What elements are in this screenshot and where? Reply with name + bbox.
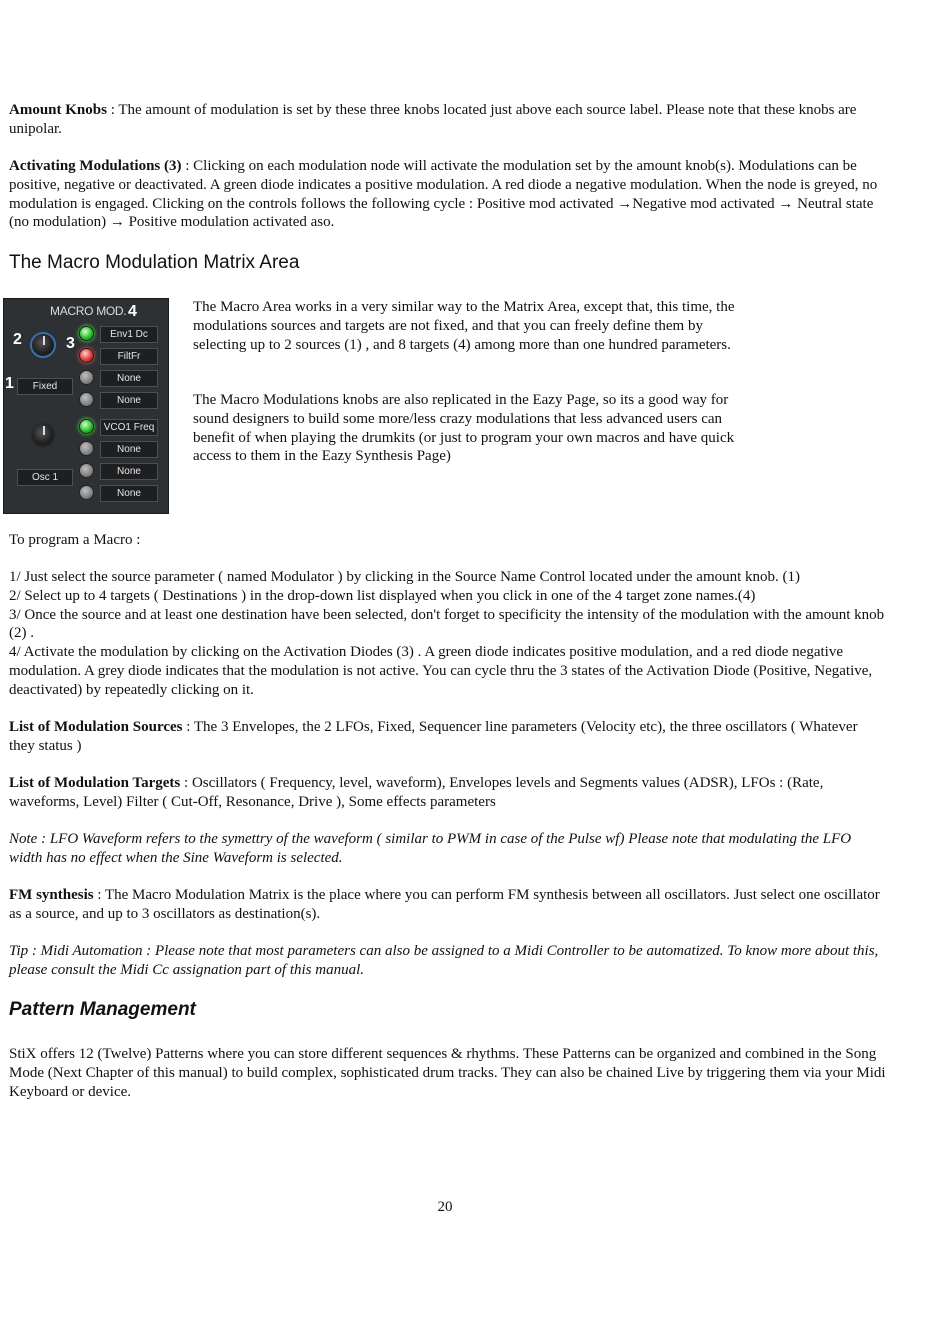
callout-2: 2 (13, 331, 22, 348)
page-number: 20 (437, 1199, 453, 1215)
fm-synthesis-text: : The Macro Modulation Matrix is the place where you can perform FM synthesis between all oscillators. Just select one oscillator as a source, and up to 3 oscillators as destination(s). (9, 887, 880, 922)
step-item: 3/ Once the source and at least one destination have been selected, don't forget to specificity the intensity of the modulation with the amount knob (2) . (9, 606, 885, 642)
lfo-note: Note : LFO Waveform refers to the symettry of the waveform ( similar to PWM in case of the Pulse wf) Please note that modulating the LFO width has no effect when the Sine Waveform is selected. (9, 831, 852, 866)
callout-3: 3 (66, 335, 75, 352)
program-steps (9, 568, 887, 700)
activating-modulations-text: : Clicking on each modulation node will activate the modulation set by the amount knob(s). Modulations can be positive, negative or deactivated. A green diode indicates a positive modulation. A red diode a negative modulation. When the node is greyed, no modulation is engaged. Clicking on the controls follows the following cycle : Positive mod activated →Negative mod activated → Neutral state (no modulation) → Positive modulation activated aso. (9, 158, 878, 231)
target-box: VCO1 Freq (100, 419, 158, 436)
target-box: None (100, 485, 158, 502)
target-box: None (100, 370, 158, 387)
activation-diode (79, 419, 94, 434)
activation-diode (79, 348, 94, 363)
target-box: None (100, 392, 158, 409)
source-box-1: Fixed (17, 378, 73, 395)
modulation-targets-text: : Oscillators ( Frequency, level, waveform), Envelopes levels and Segments values (ADSR), LFOs : (Rate, waveforms, Level) Filter ( Cut-Off, Resonance, Drive ), Some effects parameters (9, 775, 824, 810)
to-program-heading: To program a Macro : (9, 532, 141, 548)
pattern-paragraph: StiX offers 12 (Twelve) Patterns where you can store different sequences & rhythms. These Patterns can be organized and combined in the Song Mode (Next Chapter of this manual) to build complex, sophisticated drum tracks. They can also be chained Live by triggering them via your Midi Keyboard or device. (9, 1046, 886, 1100)
fm-synthesis-term: FM synthesis (9, 887, 94, 903)
activation-diode (79, 392, 94, 407)
step-item: 2/ Select up to 4 targets ( Destinations ) in the drop-down list displayed when you click in one of the 4 target zone names.(4) (9, 587, 756, 604)
activating-modulations-term: Activating Modulations (3) (9, 158, 182, 174)
target-box: None (100, 463, 158, 480)
amount-knobs-term: Amount Knobs (9, 102, 107, 118)
amount-knobs-paragraph (9, 101, 887, 139)
macro-panel-title: MACRO MOD. (50, 304, 127, 318)
pattern-section-heading: Pattern Management (9, 999, 196, 1020)
macro-section-heading: The Macro Modulation Matrix Area (9, 252, 300, 273)
modulation-targets-paragraph (9, 774, 887, 812)
activation-diode (79, 326, 94, 341)
fm-synthesis-paragraph (9, 886, 887, 924)
activation-diode (79, 441, 94, 456)
macro-mod-panel-image (3, 298, 169, 514)
macro-description-2: The Macro Modulations knobs are also replicated in the Eazy Page, so its a good way for sound designers to build some more/less crazy modulations that less advanced users can benefit of when playing the drumkits (or just to program your own macros and have quick access to them in the Eazy Synthesis Page) (193, 392, 735, 465)
modulation-sources-paragraph (9, 718, 887, 756)
activation-diode (79, 463, 94, 478)
activation-diode (79, 370, 94, 385)
activation-diode (79, 485, 94, 500)
modulation-sources-term: List of Modulation Sources (9, 719, 183, 735)
target-box: None (100, 441, 158, 458)
modulation-targets-term: List of Modulation Targets (9, 775, 181, 791)
amount-knob-2 (30, 422, 56, 448)
macro-description-1: The Macro Area works in a very similar way to the Matrix Area, except that, this time, the modulations sources and targets are not fixed, and that you can freely define them by selecting up to 2 sources (1) , and 8 targets (4) among more than one hundred parameters. (193, 299, 735, 353)
midi-automation-tip: Tip : Midi Automation : Please note that most parameters can also be assigned to a Midi Controller to be automatized. To know more about this, please consult the Midi Cc assignation part of this manual. (9, 943, 879, 978)
source-box-2: Osc 1 (17, 469, 73, 486)
amount-knob-1 (30, 332, 56, 358)
modulation-sources-text: : The 3 Envelopes, the 2 LFOs, Fixed, Sequencer line parameters (Velocity etc), the three oscillators ( Whatever they status ) (9, 719, 858, 754)
amount-knobs-text: : The amount of modulation is set by these three knobs located just above each source label. Please note that these knobs are unipolar. (9, 102, 857, 137)
step-item: 1/ Just select the source parameter ( named Modulator ) by clicking in the Source Name Control located under the amount knob. (1) (9, 569, 801, 585)
step-item: 4/ Activate the modulation by clicking on the Activation Diodes (3) . A green diode indicates positive modulation, and a red diode negative modulation. A grey diode indicates that the modulation is not active. You can cycle thru the 3 states of the Activation Diode (Positive, Negative, deactivated) by repeatedly clicking on it. (9, 644, 873, 698)
callout-1: 1 (5, 375, 14, 392)
target-box: Env1 Dc (100, 326, 158, 343)
activating-modulations-paragraph (9, 157, 887, 232)
callout-4: 4 (128, 303, 137, 320)
target-box: FiltFr (100, 348, 158, 365)
